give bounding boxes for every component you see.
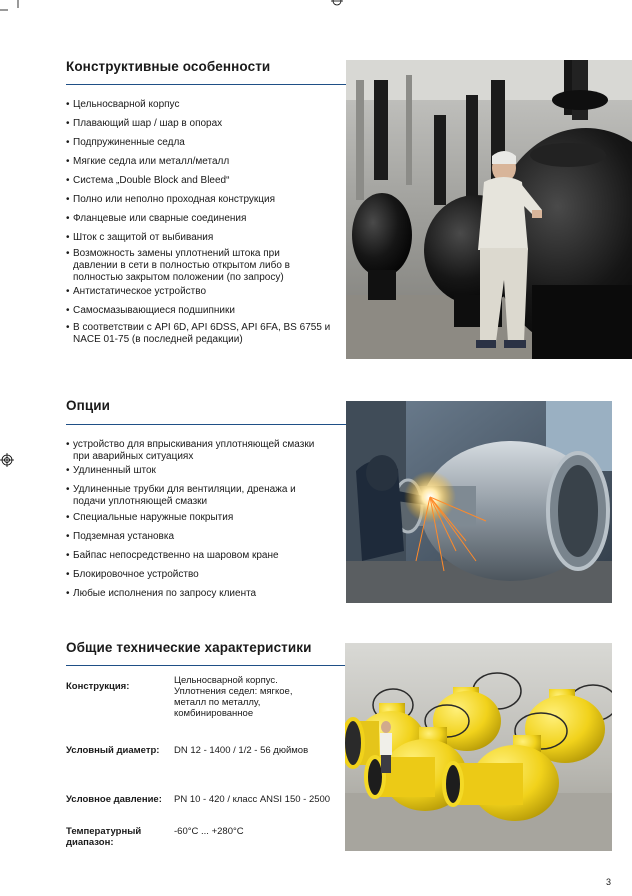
options-heading-rule bbox=[66, 424, 346, 425]
list-item: • устройство для впрыскивания уплотняющей смазки при аварийных ситуациях bbox=[66, 439, 316, 463]
spec-label-diameter: Условный диаметр: bbox=[66, 745, 160, 756]
list-item: • Мягкие седла или металл/металл bbox=[66, 156, 341, 168]
list-item: • Любые исполнения по запросу клиента bbox=[66, 588, 316, 600]
photo-black-valves bbox=[346, 60, 632, 359]
specs-heading-rule bbox=[66, 665, 346, 666]
specs-heading: Общие технические характеристики bbox=[66, 640, 312, 655]
registration-mark-icon bbox=[0, 453, 14, 467]
list-item: • Антистатическое устройство bbox=[66, 286, 341, 298]
spec-value-temperature: -60°C ... +280°C bbox=[174, 826, 244, 837]
list-item: • Подпружиненные седла bbox=[66, 137, 341, 149]
options-heading: Опции bbox=[66, 398, 111, 413]
list-item: • Возможность замены уплотнений штока при давлении в сети в полностью открытом либо в полностью закрытом положении (по запросу) bbox=[66, 248, 323, 284]
spec-value-diameter: DN 12 - 1400 / 1/2 - 56 дюймов bbox=[174, 745, 309, 756]
list-item: • Плавающий шар / шар в опорах bbox=[66, 118, 341, 130]
list-item: • Удлиненный шток bbox=[66, 465, 316, 477]
list-item: • Байпас непосредственно на шаровом кране bbox=[66, 550, 316, 562]
list-item: • Удлиненные трубки для вентиляции, дренажа и подачи уплотняющей смазки bbox=[66, 484, 316, 508]
photo-welding bbox=[346, 401, 612, 603]
spec-label-pressure: Условное давление: bbox=[66, 794, 162, 805]
list-item: • Самосмазывающиеся подшипники bbox=[66, 305, 341, 317]
options-list bbox=[66, 439, 316, 600]
features-list bbox=[66, 99, 341, 346]
list-item: • Шток с защитой от выбивания bbox=[66, 232, 341, 244]
page-number: 3 bbox=[606, 877, 612, 887]
list-item: • Специальные наружные покрытия bbox=[66, 512, 316, 524]
spec-label-temperature: Температурный диапазон: bbox=[66, 826, 142, 848]
list-item: • Цельносварной корпус bbox=[66, 99, 341, 111]
spec-value-pressure: PN 10 - 420 / класс ANSI 150 - 2500 bbox=[174, 794, 331, 805]
list-item: • Полно или неполно проходная конструкция bbox=[66, 194, 341, 206]
features-heading: Конструктивные особенности bbox=[66, 59, 271, 74]
list-item: • Подземная установка bbox=[66, 531, 316, 543]
spec-label-construction: Конструкция: bbox=[66, 681, 130, 692]
list-item: • В соответствии с API 6D, API 6DSS, API 6FA, BS 6755 и NACE 01-75 (в последней редакции) bbox=[66, 322, 338, 346]
list-item: • Блокировочное устройство bbox=[66, 569, 316, 581]
spec-value-construction: Цельносварной корпус. Уплотнения седел: мягкое, металл по металлу, комбинированное bbox=[174, 675, 293, 719]
features-heading-rule bbox=[66, 84, 346, 85]
list-item: • Фланцевые или сварные соединения bbox=[66, 213, 341, 225]
photo-yellow-valves bbox=[345, 643, 612, 851]
list-item: • Система „Double Block and Bleed“ bbox=[66, 175, 341, 187]
